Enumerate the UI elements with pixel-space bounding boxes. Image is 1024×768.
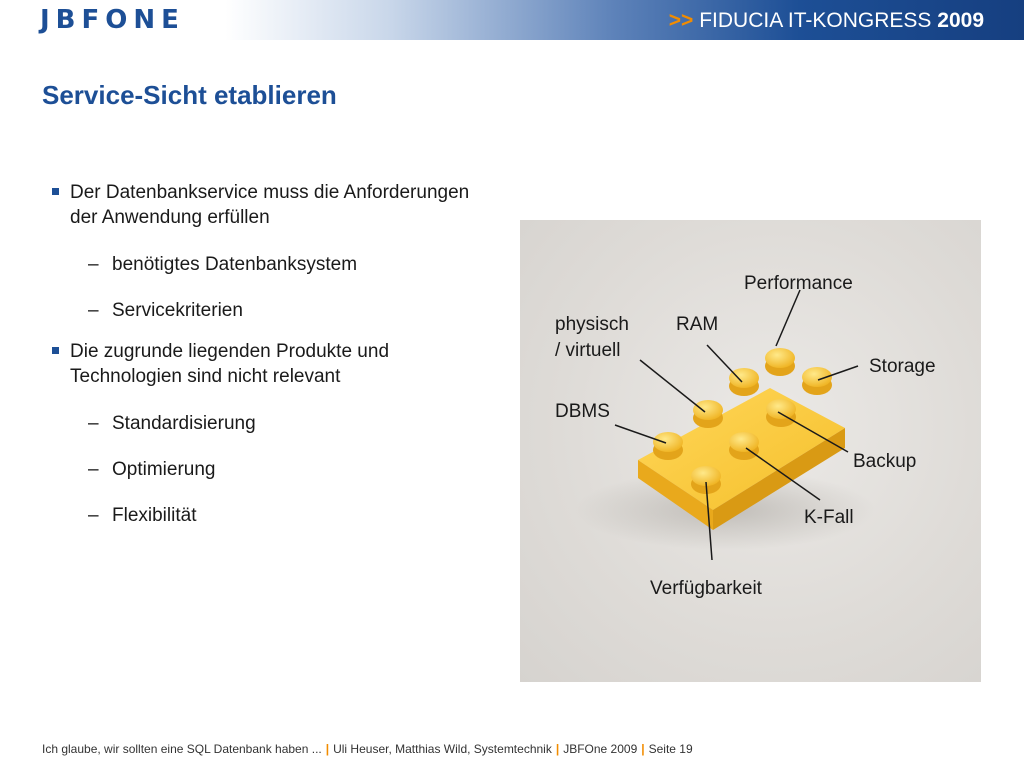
- label-virtuell: / virtuell: [555, 340, 621, 361]
- label-verfuegbarkeit: Verfügbarkeit: [650, 578, 762, 599]
- bullet-item: [48, 180, 488, 230]
- pointer-line-ram: [707, 345, 742, 382]
- bullet-text: Die zugrunde liegenden Produkte und Technologien sind nicht relevant: [70, 341, 390, 387]
- footer-page-number: Seite 19: [648, 742, 693, 756]
- sub-bullet-text: Servicekriterien: [112, 300, 243, 321]
- banner-year: 2009: [937, 9, 984, 32]
- sub-bullet-text: Flexibilität: [112, 505, 197, 526]
- pointer-line-dbms: [615, 425, 666, 443]
- congress-banner: [669, 6, 984, 36]
- label-storage: Storage: [869, 356, 936, 377]
- banner-text: FIDUCIA IT-KONGRESS: [699, 9, 932, 32]
- label-backup: Backup: [853, 451, 917, 472]
- jbfone-logo: JBFONE: [40, 5, 185, 35]
- pointer-line-performance: [776, 290, 800, 346]
- sub-bullet-item: [48, 252, 488, 277]
- pointer-line-physisch: [640, 360, 705, 412]
- sub-bullet-item: [48, 503, 488, 528]
- slide-footer: [42, 742, 693, 756]
- dash-marker: –: [88, 413, 99, 434]
- label-ram: RAM: [676, 314, 719, 335]
- banner-arrows: >>: [668, 9, 694, 32]
- bullet-item: [48, 339, 488, 389]
- bullet-square-icon: [52, 188, 59, 195]
- footer-separator: |: [555, 742, 560, 756]
- footer-slide-tagline: Ich glaube, wir sollten eine SQL Datenbank haben ...: [42, 742, 322, 756]
- bullet-square-icon: [52, 347, 59, 354]
- footer-event: JBFOne 2009: [563, 742, 638, 756]
- label-performance: Performance: [744, 273, 853, 294]
- label-kfall: K-Fall: [804, 507, 854, 528]
- label-dbms: DBMS: [555, 401, 610, 422]
- sub-bullet-item: [48, 457, 488, 482]
- bullet-text: Der Datenbankservice muss die Anforderungen der Anwendung erfüllen: [70, 182, 470, 228]
- dash-marker: –: [88, 459, 99, 480]
- sub-bullet-text: Standardisierung: [112, 413, 256, 434]
- dash-marker: –: [88, 505, 99, 526]
- dash-marker: –: [88, 254, 99, 275]
- label-physisch: physisch: [555, 314, 629, 335]
- footer-separator: |: [641, 742, 645, 756]
- sub-bullet-item: [48, 298, 488, 323]
- page-title: Service-Sicht etablieren: [42, 80, 337, 110]
- footer-authors: Uli Heuser, Matthias Wild, Systemtechnik: [333, 742, 552, 756]
- sub-bullet-text: benötigtes Datenbanksystem: [112, 254, 358, 275]
- sub-bullet-item: [48, 411, 488, 436]
- slide-content: [48, 180, 488, 549]
- footer-separator: |: [325, 742, 330, 756]
- dash-marker: –: [88, 300, 99, 321]
- lego-brick-photo: [520, 220, 981, 682]
- sub-bullet-text: Optimierung: [112, 459, 216, 480]
